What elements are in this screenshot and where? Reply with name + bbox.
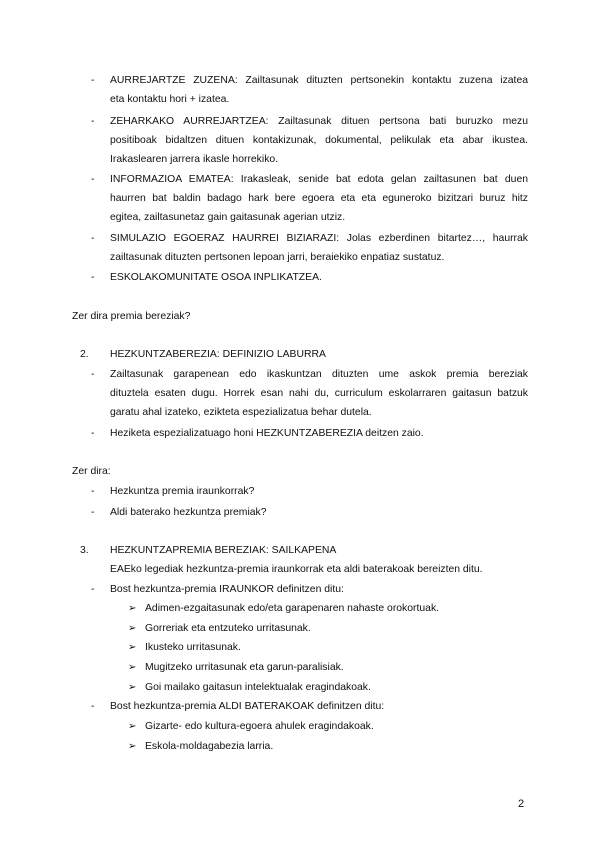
list-item-text: ZEHARKAKO AURREJARTZEA: Zailtasunak dituen pertsona bati buruzko mezu <box>110 116 528 127</box>
list-item-text: Hezkuntza premia iraunkorrak? <box>110 486 255 497</box>
section-number: 2. <box>80 349 89 360</box>
section-heading: HEZKUNTZABEREZIA: DEFINIZIO LABURRA <box>110 349 326 360</box>
arrow-bullet-icon: ➢ <box>128 642 137 653</box>
list-item-text: Aldi baterako hezkuntza premiak? <box>110 507 267 518</box>
list-dash: - <box>91 233 95 244</box>
section-heading: HEZKUNTZAPREMIA BEREZIAK: SAILKAPENA <box>110 545 337 556</box>
list-item-text: haurren bat baldin badago hark bere egoera eta eta eguneroko bizitzari buruz hitz <box>110 193 528 204</box>
list-dash: - <box>91 272 95 283</box>
sublist-item: Goi mailako gaitasun intelektualak eragindakoak. <box>145 682 371 693</box>
list-item-text: INFORMAZIOA EMATEA: Irakasleak, senide bat edota gelan zailtasunen bat duen <box>110 174 528 185</box>
list-item-text: AURREJARTZE ZUZENA: Zailtasunak dituzten pertsonekin kontaktu zuzena izatea <box>110 75 528 86</box>
list-dash: - <box>91 174 95 185</box>
sublist-item: Eskola-moldagabezia larria. <box>145 741 274 752</box>
list-dash: - <box>91 507 95 518</box>
list-item-text: zailtasunak dituzten pertsonen lepoan jarri, beraiekiko enpatiaz sustatuz. <box>110 252 445 263</box>
arrow-bullet-icon: ➢ <box>128 741 137 752</box>
list-item-text: positiboak bidaltzen dituen kontakizunak, dokumental, pelikulak eta abar ikustea. <box>110 135 528 146</box>
list-item-text: egitea, zailtasunetaz gain gaitasunak agerian utziz. <box>110 212 346 223</box>
list-dash: - <box>91 369 95 380</box>
list-item-text: SIMULAZIO EGOERAZ HAURREI BIZIARAZI: Jolas ezberdinen bitartez…, haurrak <box>110 233 528 244</box>
section-intro: EAEko legediak hezkuntza-premia iraunkorrak eta aldi baterakoak bereizten ditu. <box>110 564 483 575</box>
list-item-text: Heziketa espezializatuago honi HEZKUNTZABEREZIA deitzen zaio. <box>110 428 424 439</box>
list-dash: - <box>91 701 95 712</box>
page-number: 2 <box>518 798 525 810</box>
list-dash: - <box>91 116 95 127</box>
arrow-bullet-icon: ➢ <box>128 721 137 732</box>
list-dash: - <box>91 584 95 595</box>
group-label: Bost hezkuntza-premia IRAUNKOR definitzen ditu: <box>110 584 344 595</box>
list-item-text: garatu ahal izateko, ezikteta espezializatua behar dutela. <box>110 407 372 418</box>
arrow-bullet-icon: ➢ <box>128 623 137 634</box>
sublist-item: Ikusteko urritasunak. <box>145 642 241 653</box>
list-item-text: eta kontaktu hori + izatea. <box>110 94 230 105</box>
question-heading: Zer dira: <box>72 466 111 477</box>
arrow-bullet-icon: ➢ <box>128 682 137 693</box>
list-dash: - <box>91 75 95 86</box>
list-dash: - <box>91 428 95 439</box>
list-item-text: Zailtasunak garapenean edo ikaskuntzan dituzten ume askok premia bereziak <box>110 369 528 380</box>
question-heading: Zer dira premia bereziak? <box>72 311 191 322</box>
arrow-bullet-icon: ➢ <box>128 603 137 614</box>
sublist-item: Mugitzeko urritasunak eta garun-paralisiak. <box>145 662 344 673</box>
list-item-text: Irakaslearen jarrera ikasle horrekiko. <box>110 154 279 165</box>
list-item-text: ESKOLAKOMUNITATE OSOA INPLIKATZEA. <box>110 272 322 283</box>
sublist-item: Adimen-ezgaitasunak edo/eta garapenaren nahaste orokortuak. <box>145 603 440 614</box>
list-dash: - <box>91 486 95 497</box>
section-number: 3. <box>80 545 89 556</box>
arrow-bullet-icon: ➢ <box>128 662 137 673</box>
sublist-item: Gorreriak eta entzuteko urritasunak. <box>145 623 311 634</box>
sublist-item: Gizarte- edo kultura-egoera ahulek eragindakoak. <box>145 721 374 732</box>
group-label: Bost hezkuntza-premia ALDI BATERAKOAK definitzen ditu: <box>110 701 385 712</box>
list-item-text: dituztela esaten dugu. Horrek esan nahi du, curriculum eskolarraren gaitasun batzuk <box>110 388 528 399</box>
